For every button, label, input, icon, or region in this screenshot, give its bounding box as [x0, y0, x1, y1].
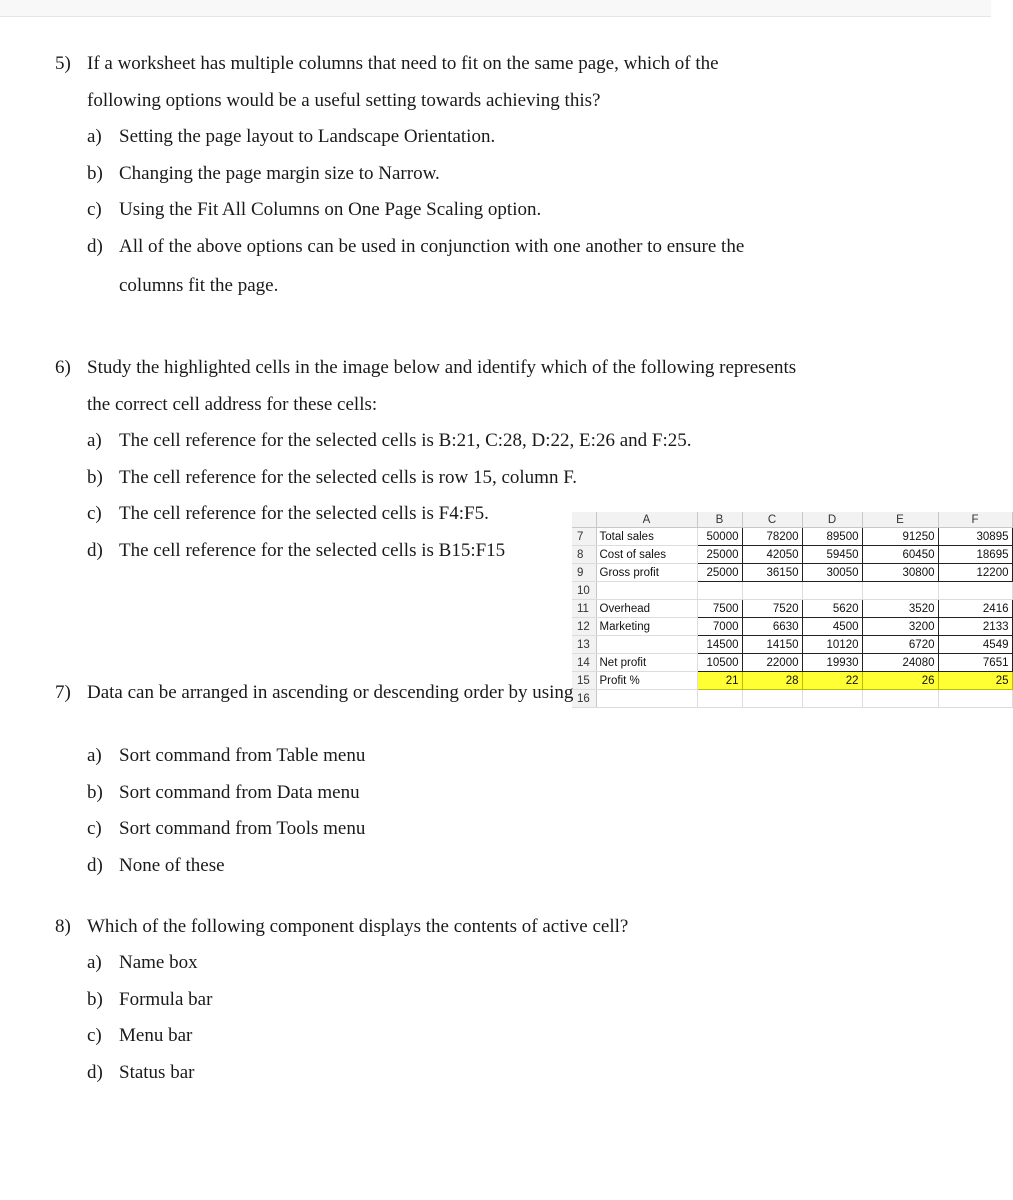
column-header: F	[938, 512, 1012, 528]
cell: 89500	[802, 528, 862, 546]
option-text: Sort command from Table menu	[119, 745, 366, 766]
question-5-number: 5)	[55, 53, 71, 74]
option-label: b)	[87, 989, 103, 1010]
spreadsheet-table	[572, 512, 1013, 708]
cell: 50000	[697, 528, 742, 546]
question-6-text: the correct cell address for these cells:	[87, 394, 378, 415]
cell: 14150	[742, 636, 802, 654]
question-6-number: 6)	[55, 357, 71, 378]
cell	[742, 582, 802, 600]
cell: 4500	[802, 618, 862, 636]
cell	[697, 582, 742, 600]
cell: 25000	[697, 546, 742, 564]
table-row	[572, 600, 1012, 618]
highlighted-cell: 21	[697, 672, 742, 690]
cell: 3200	[862, 618, 938, 636]
cell: 7500	[697, 600, 742, 618]
column-header: C	[742, 512, 802, 528]
option-label: d)	[87, 855, 103, 876]
cell	[938, 582, 1012, 600]
row-header: 8	[572, 546, 596, 564]
question-8-number: 8)	[55, 916, 71, 937]
cell: 59450	[802, 546, 862, 564]
cell: 5620	[802, 600, 862, 618]
cell	[862, 690, 938, 708]
option-label: a)	[87, 952, 102, 973]
select-all-corner	[572, 512, 596, 528]
table-row	[572, 690, 1012, 708]
cell: 7520	[742, 600, 802, 618]
cell: Profit %	[596, 672, 697, 690]
highlighted-cell: 28	[742, 672, 802, 690]
cell: 6720	[862, 636, 938, 654]
cell: 36150	[742, 564, 802, 582]
cell: Overhead	[596, 600, 697, 618]
option-label: d)	[87, 1062, 103, 1083]
option-label: d)	[87, 236, 103, 257]
option-label: c)	[87, 818, 102, 839]
highlighted-cell: 26	[862, 672, 938, 690]
option-text: The cell reference for the selected cells is B:21, C:28, D:22, E:26 and F:25.	[119, 430, 692, 451]
cell: 25000	[697, 564, 742, 582]
option-label: d)	[87, 540, 103, 561]
table-row	[572, 618, 1012, 636]
table-row	[572, 636, 1012, 654]
highlighted-cell: 22	[802, 672, 862, 690]
row-header: 11	[572, 600, 596, 618]
cell: 7651	[938, 654, 1012, 672]
row-header: 7	[572, 528, 596, 546]
highlighted-cell: 25	[938, 672, 1012, 690]
cell: 91250	[862, 528, 938, 546]
question-5-text: following options would be a useful setting towards achieving this?	[87, 90, 601, 111]
cell: 30895	[938, 528, 1012, 546]
option-text: Setting the page layout to Landscape Orientation.	[119, 126, 496, 147]
row-header: 13	[572, 636, 596, 654]
cell	[697, 690, 742, 708]
option-text: Using the Fit All Columns on One Page Scaling option.	[119, 199, 542, 220]
cell: 3520	[862, 600, 938, 618]
cell: Cost of sales	[596, 546, 697, 564]
row-header: 15	[572, 672, 596, 690]
spreadsheet-image	[572, 512, 1009, 705]
table-row	[572, 528, 1012, 546]
column-header: E	[862, 512, 938, 528]
cell: 60450	[862, 546, 938, 564]
option-label: b)	[87, 782, 103, 803]
table-row	[572, 672, 1012, 690]
cell: 2416	[938, 600, 1012, 618]
option-label: a)	[87, 126, 102, 147]
cell	[802, 582, 862, 600]
column-header: D	[802, 512, 862, 528]
option-text: Status bar	[119, 1062, 195, 1083]
row-header: 9	[572, 564, 596, 582]
question-6-text: Study the highlighted cells in the image below and identify which of the following represents	[87, 357, 797, 378]
cell	[862, 582, 938, 600]
cell: 19930	[802, 654, 862, 672]
cell	[938, 690, 1012, 708]
question-5-text: If a worksheet has multiple columns that need to fit on the same page, which of the	[87, 53, 719, 74]
cell	[596, 636, 697, 654]
row-header: 10	[572, 582, 596, 600]
cell: Total sales	[596, 528, 697, 546]
cell: 4549	[938, 636, 1012, 654]
option-text: Sort command from Data menu	[119, 782, 360, 803]
cell: 30050	[802, 564, 862, 582]
row-header: 12	[572, 618, 596, 636]
cell: 78200	[742, 528, 802, 546]
cell: 10500	[697, 654, 742, 672]
cell: Gross profit	[596, 564, 697, 582]
row-header: 14	[572, 654, 596, 672]
option-text: Changing the page margin size to Narrow.	[119, 163, 440, 184]
column-header: B	[697, 512, 742, 528]
table-row	[572, 564, 1012, 582]
option-text: Menu bar	[119, 1025, 193, 1046]
cell: 14500	[697, 636, 742, 654]
table-row	[572, 582, 1012, 600]
cell: 18695	[938, 546, 1012, 564]
cell: 6630	[742, 618, 802, 636]
option-text: Name box	[119, 952, 198, 973]
option-label: a)	[87, 745, 102, 766]
option-label: c)	[87, 503, 102, 524]
option-text: The cell reference for the selected cells is row 15, column F.	[119, 467, 577, 488]
cell	[802, 690, 862, 708]
cell	[596, 582, 697, 600]
table-row	[572, 654, 1012, 672]
cell: Net profit	[596, 654, 697, 672]
option-text: Formula bar	[119, 989, 213, 1010]
cell: 22000	[742, 654, 802, 672]
table-row	[572, 546, 1012, 564]
question-7-number: 7)	[55, 682, 71, 703]
column-header: A	[596, 512, 697, 528]
cell: Marketing	[596, 618, 697, 636]
option-label: b)	[87, 163, 103, 184]
option-text: Sort command from Tools menu	[119, 818, 366, 839]
option-label: b)	[87, 467, 103, 488]
question-7-text: Data can be arranged in ascending or descending order by using	[87, 682, 574, 703]
cell: 24080	[862, 654, 938, 672]
cell: 2133	[938, 618, 1012, 636]
option-label: a)	[87, 430, 102, 451]
option-text: The cell reference for the selected cells is B15:F15	[119, 540, 506, 561]
cell	[742, 690, 802, 708]
question-8-text: Which of the following component displays the contents of active cell?	[87, 916, 629, 937]
option-text: The cell reference for the selected cells is F4:F5.	[119, 503, 489, 524]
cell: 30800	[862, 564, 938, 582]
option-label: c)	[87, 199, 102, 220]
option-text: columns fit the page.	[119, 275, 279, 296]
cell: 42050	[742, 546, 802, 564]
cell: 10120	[802, 636, 862, 654]
column-header-row	[572, 512, 1012, 528]
cell	[596, 690, 697, 708]
cell: 12200	[938, 564, 1012, 582]
option-text: All of the above options can be used in conjunction with one another to ensure the	[119, 236, 745, 257]
top-bar	[0, 0, 991, 17]
option-label: c)	[87, 1025, 102, 1046]
cell: 7000	[697, 618, 742, 636]
row-header: 16	[572, 690, 596, 708]
option-text: None of these	[119, 855, 225, 876]
